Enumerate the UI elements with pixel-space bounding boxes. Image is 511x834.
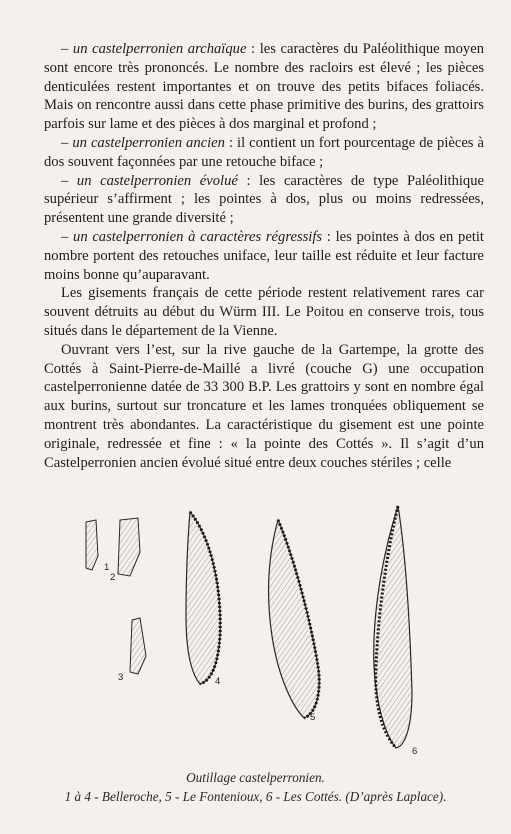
list-item	[44, 134, 484, 172]
item-text: : il contient un fort pourcentage de pièces à dos souvent façonnées par une retouche biface ;	[44, 134, 484, 170]
list-item	[44, 172, 484, 228]
tools-drawing	[60, 496, 460, 764]
item-label: un castelperronien évolué	[76, 172, 238, 189]
tool-5	[269, 520, 320, 718]
item-text: : les pointes à dos en petit nombre portent des retouches uniface, leur taille est réduite et leur facture moins bonne qu’auparavant.	[44, 228, 484, 283]
item-dash: –	[61, 228, 74, 245]
tool-4	[186, 512, 220, 684]
item-label: un castelperronien archaïque	[72, 41, 247, 57]
tool-2	[118, 518, 140, 576]
figure-number: 4	[215, 676, 221, 687]
tool-6	[374, 506, 412, 748]
item-text: : les caractères de type Paléolithique supérieur s’affirment ; les pointes à dos, plus ou moins redressées, présentent une grande diversité ;	[44, 172, 484, 227]
figure-number: 3	[118, 672, 124, 683]
figure-number: 6	[412, 746, 418, 757]
tool-figure	[60, 496, 460, 764]
figure-caption-credit: 1 à 4 - Belleroche, 5 - Le Fontenioux, 6 - Les Cottés. (D’après Laplace).	[64, 789, 447, 804]
item-dash: –	[61, 134, 73, 151]
figure-number: 2	[110, 572, 116, 583]
item-dash: –	[61, 41, 73, 57]
paragraph: Les gisements français de cette période restent relativement rares car souvent détruits au début du Würm III. Le Poitou en conserve trois, tous situés dans le département de la Vienne.	[44, 285, 484, 339]
figure-caption-title: Outillage castelperronien.	[186, 770, 325, 785]
list-item	[44, 228, 484, 284]
item-text: : les caractères du Paléolithique moyen sont encore très prononcés. Le nombre des racloirs est élevé ; les pièces denticulées restent importantes et on trouve des petits bifaces foliacés. Mais on rencontre aussi dans cette phase primitive des burins, des grattoirs parfois sur lame et des pièces à dos marginal et profond ;	[44, 41, 484, 133]
paragraph: Ouvrant vers l’est, sur la rive gauche de la Gartempe, la grotte des Cottés à Saint-Pierre-de-Maillé a livré (couche G) une occupation castelperronienne datée de 33 300 B.P. Les grattoirs y sont en nombre égal aux burins, surtout sur troncature et les lames tronquées obliquement se montrent très abondantes. La caractéristique du gisement est une pointe originale, redressée et fine : « la pointe des Cottés ». Il s’agit d’un Castelperronien ancien évolué situé entre deux couches stériles ; celle	[44, 341, 484, 471]
list-item	[44, 40, 484, 134]
body-text	[44, 40, 484, 472]
tool-1	[86, 520, 98, 570]
item-dash: –	[61, 172, 77, 189]
figure-number: 5	[310, 712, 316, 723]
item-label: un castelperronien à caractères régressifs	[73, 228, 323, 245]
item-label: un castelperronien ancien	[72, 134, 225, 151]
figure-number: 1	[104, 562, 110, 573]
tool-3	[130, 618, 146, 674]
